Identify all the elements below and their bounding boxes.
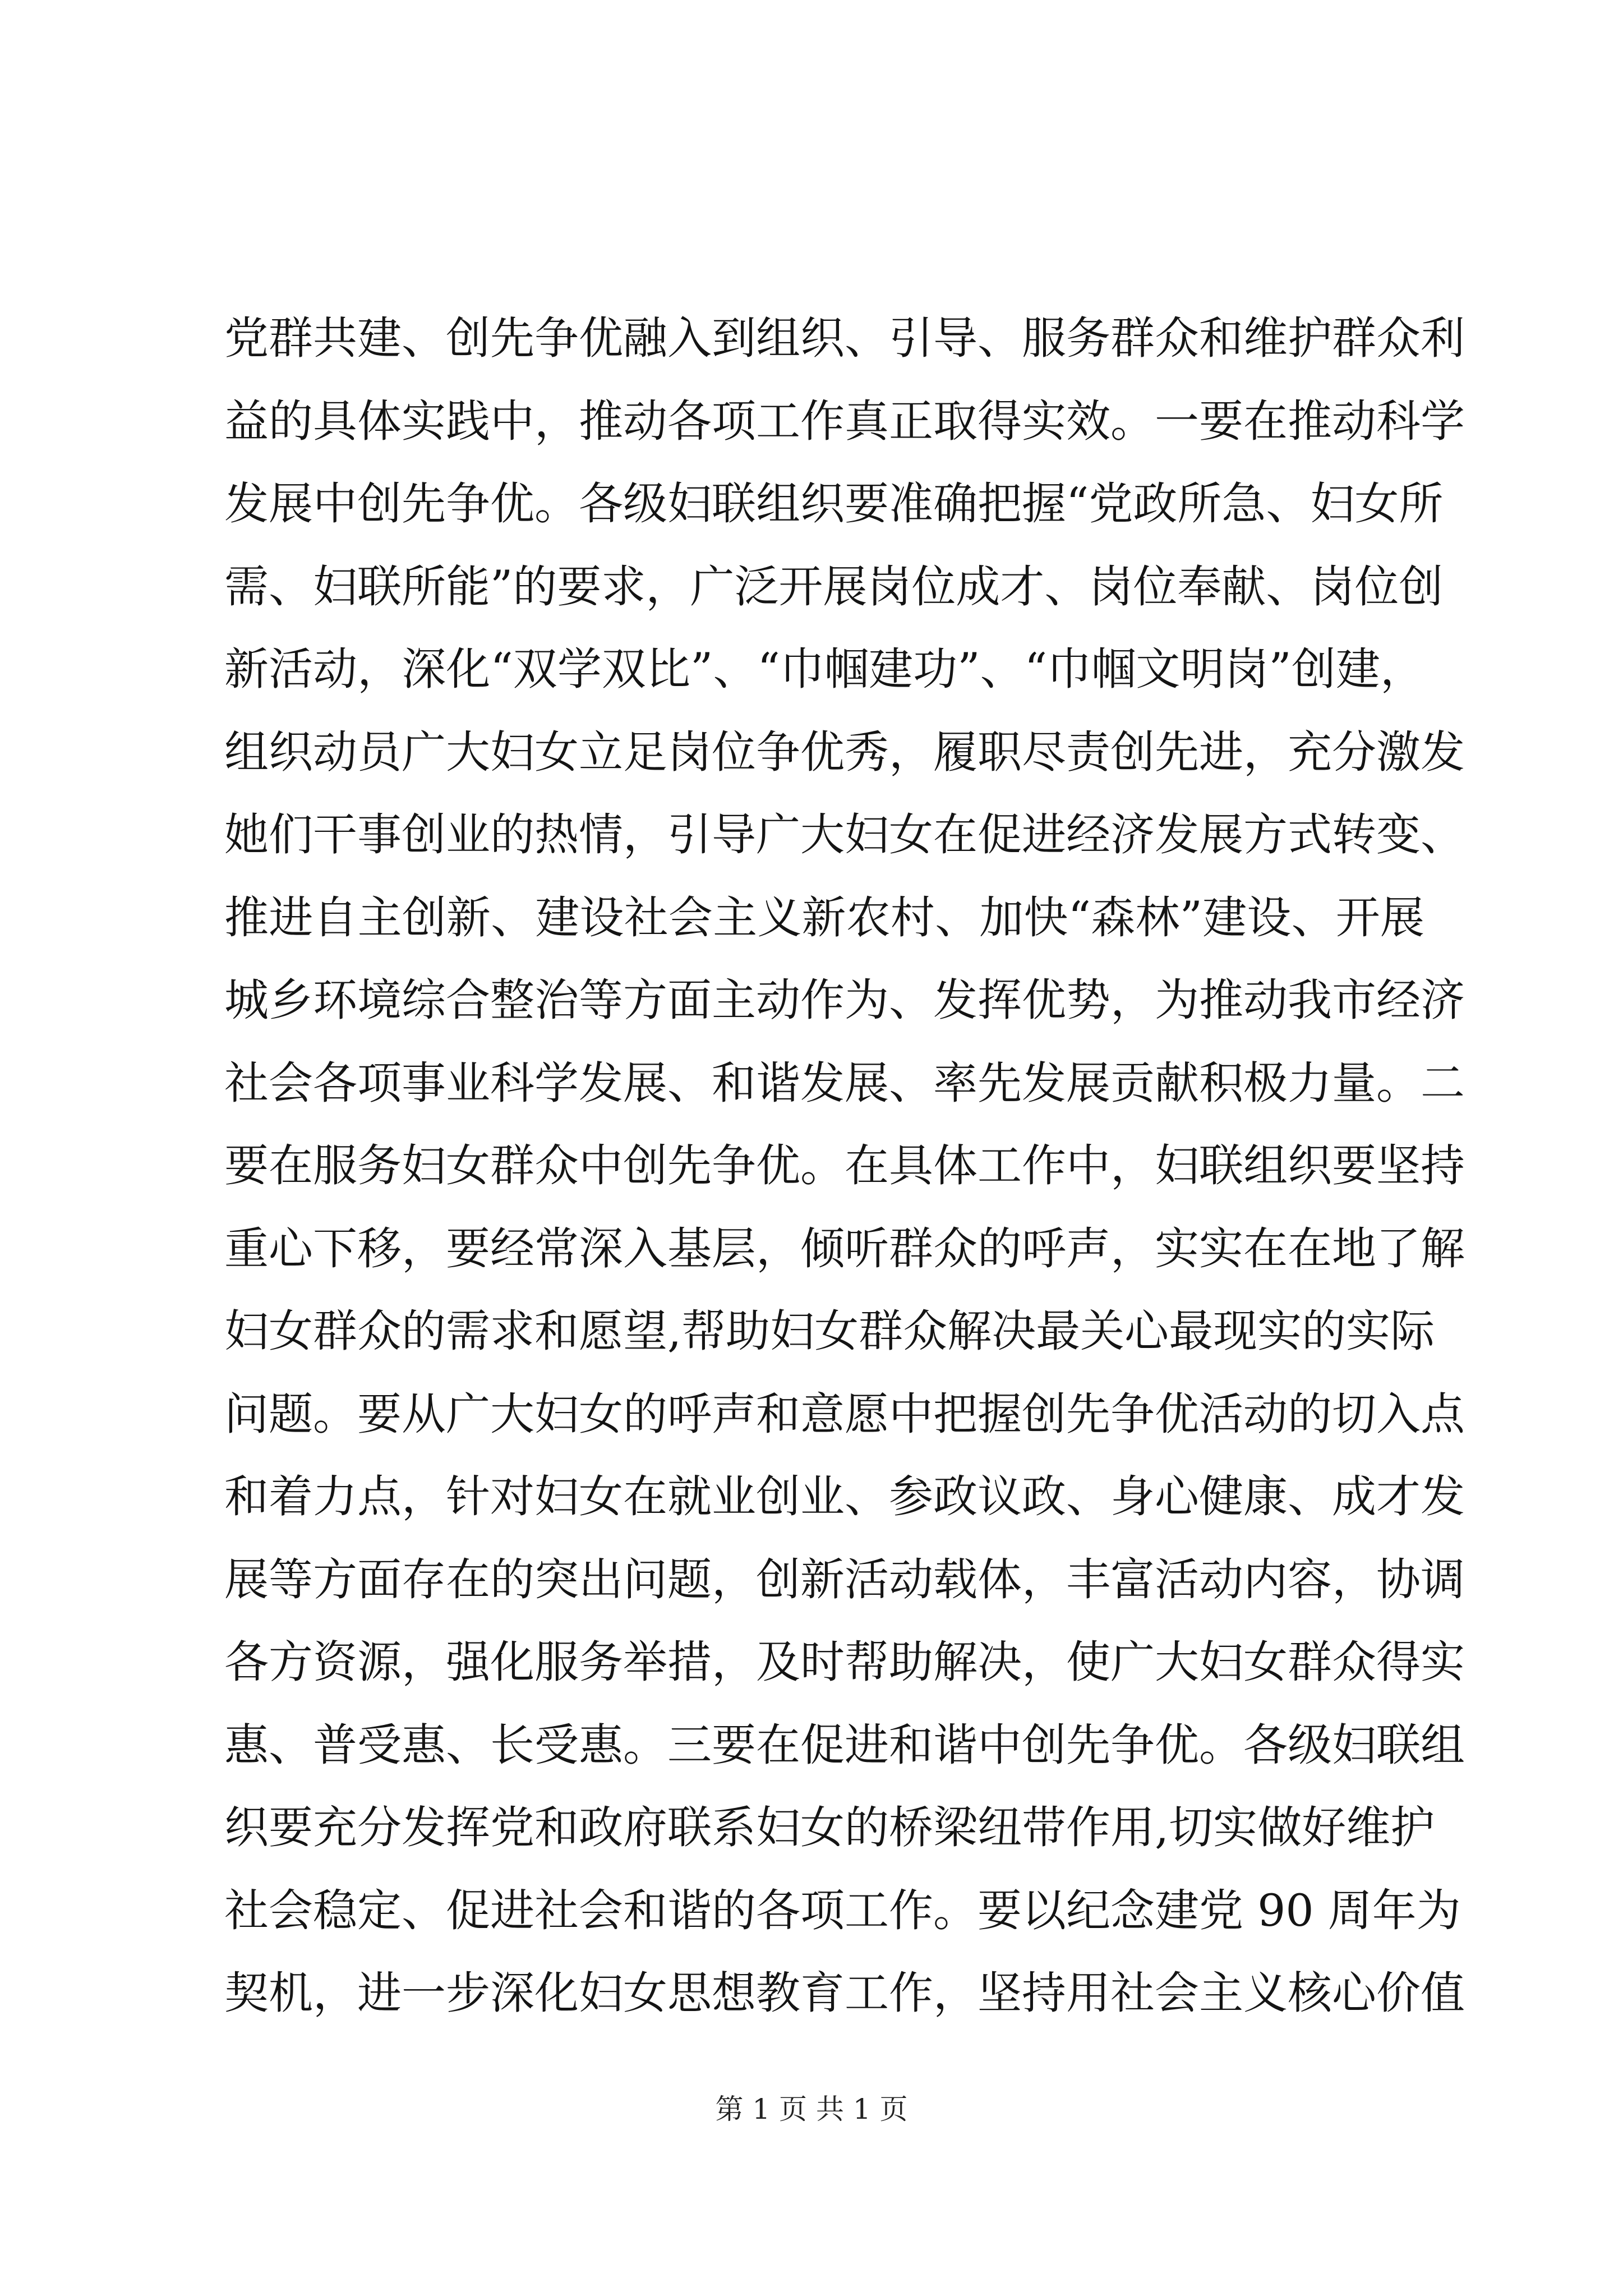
- text-line: 发展中创先争优。各级妇联组织要准确把握“党政所急、妇女所: [224, 478, 1444, 530]
- text-line: 益的具体实践中，推动各项工作真正取得实效。一要在推动科学: [224, 395, 1465, 447]
- text-line: 重心下移，要经常深入基层，倾听群众的呼声，实实在在地了解: [224, 1222, 1465, 1274]
- text-line: 她们干事创业的热情，引导广大妇女在促进经济发展方式转变、: [224, 809, 1465, 861]
- text-line: 组织动员广大妇女立足岗位争优秀，履职尽责创先进，充分激发: [224, 726, 1465, 778]
- text-line: 织要充分发挥党和政府联系妇女的桥梁纽带作用,切实做好维护: [224, 1802, 1435, 1853]
- text-line: 要在服务妇女群众中创先争优。在具体工作中，妇联组织要坚持: [224, 1140, 1465, 1191]
- text-line: 问题。要从广大妇女的呼声和意愿中把握创先争优活动的切入点: [224, 1388, 1465, 1440]
- text-line: 契机，进一步深化妇女思想教育工作，坚持用社会主义核心价值: [224, 1967, 1465, 2019]
- text-line: 惠、普受惠、长受惠。三要在促进和谐中创先争优。各级妇联组: [224, 1719, 1465, 1771]
- text-line: 需、妇联所能”的要求，广泛开展岗位成才、岗位奉献、岗位创: [224, 560, 1444, 613]
- text-line: 妇女群众的需求和愿望,帮助妇女群众解决最关心最现实的实际: [224, 1305, 1435, 1357]
- text-line: 城乡环境综合整治等方面主动作为、发挥优势，为推动我市经济: [224, 974, 1465, 1026]
- text-line: 党群共建、创先争优融入到组织、引导、服务群众和维护群众利: [224, 312, 1465, 364]
- text-line: 社会稳定、促进社会和谐的各项工作。要以纪念建党 90 周年为: [224, 1884, 1461, 1936]
- text-line: 社会各项事业科学发展、和谐发展、率先发展贡献积极力量。二: [224, 1057, 1465, 1109]
- page-footer: 第 1 页 共 1 页: [715, 2093, 908, 2125]
- text-line: 和着力点，针对妇女在就业创业、参政议政、身心健康、成才发: [224, 1471, 1465, 1522]
- text-line: 推进自主创新、建设社会主义新农村、加快“森林”建设、开展: [224, 891, 1424, 944]
- text-line: 新活动，深化“双学双比”、“巾帼建功”、“巾帼文明岗”创建，: [224, 643, 1424, 695]
- body-text: [224, 297, 1465, 2035]
- text-line: 展等方面存在的突出问题，创新活动载体，丰富活动内容，协调: [224, 1553, 1465, 1605]
- text-line: 各方资源，强化服务举措，及时帮助解决，使广大妇女群众得实: [224, 1636, 1465, 1688]
